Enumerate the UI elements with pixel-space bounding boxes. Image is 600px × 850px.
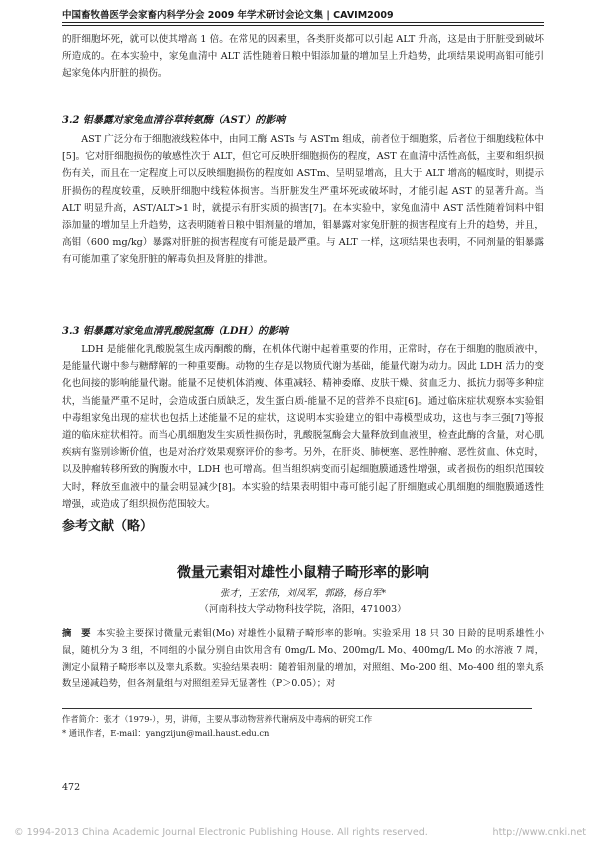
cnki-link[interactable]: http://www.cnki.net [492,827,586,838]
copyright-text: © 1994-2013 China Academic Journal Electronic Publishing House. All rights reserved. [14,827,428,838]
section-3-2-heading: 3.2 钼暴露对家兔血清谷草转氨酶（AST）的影响 [62,115,286,126]
article-authors: 张才，王宏伟，刘凤军，郭路，杨自军* [219,588,387,599]
section-3-2-block [62,131,544,321]
section-3-2-paragraph: AST 广泛分布于细胞液线粒体中，由同工酶 ASTs 与 ASTm 组成，前者位于细胞浆，后者位于细胞线粒体中[5]。它对肝细胞损伤的敏感性次于 ALT，但它可反映肝细胞损伤的程度，AST 在血清中活性高低，主要和组织损伤有关，而且在一定程度上可以反映细胞损伤的程度如 ASTm、呈明显增高，且大于 ALT 增高的幅度时，则提示肝损伤的程度较重，反映肝细胞中线粒体损害。当肝脏发生严重坏死或破坏时，才能引起 AST 的显著升高。当 ALT 明显升高，AST/ALT>1 时，就提示有肝实质的损害[7]。在本实验中，家兔血清中 AST 活性随着饲料中钼添加量的增加呈上升趋势，这表明随着日粮中钼剂量的增加，钼暴露对家兔肝脏的损害程度有上升的趋势，并且，高钼（600 mg/kg）暴露对肝脏的损害程度有可能是最严重。与 ALT 一样，这项结果也表明，不同剂量的钼暴露有可能加重了家兔肝脏的解毒负担及肾脏的排泄。 [62,134,544,266]
running-header: 中国畜牧兽医学会家畜内科学分会 2009 年学术研讨会论文集 | CAVIM2009 [62,10,394,21]
footnote-contact: * 通讯作者，E-mail：yangzijun@mail.haust.edu.cn [62,728,270,738]
abstract-label: 摘 要 [62,628,91,639]
abstract-block [62,626,544,690]
copyright-footer [14,827,586,838]
section-3-3-block [62,341,544,510]
intro-paragraph: 的肝细胞坏死，就可以使其增高 1 倍。在常见的因素里，各类肝炎都可以引起 ALT 升高，这是由于肝脏受到破坏所造成的。在本实验中，家兔血清中 ALT 活性随着日粮中钼添加量的增加呈上升趋势，此项结果说明高钼可能引起家兔体内肝脏的损伤。 [62,34,544,80]
article-title: 微量元素钼对雄性小鼠精子畸形率的影响 [177,565,429,581]
section-3-3-paragraph: LDH 是能催化乳酸脱氢生成丙酮酸的酶，在机体代谢中起着重要的作用，正常时，存在于细胞的胞质液中，是能量代谢中参与糖酵解的一种重要酶。动物的生存是以物质代谢为基础，能量代谢为动力。因此 LDH 活力的变化也间接的影响能量代谢。能量不足使机体消瘦、体重减轻、精神委靡、皮肤干燥、贫血乏力、抵抗力弱等多种症状，当能量严重不足时，会造成蛋白质缺乏，发生蛋白质-能量不足的营养不良症[6]。通过临床症状观察本实验钼中毒组家兔出现的症状也包括上述能量不足的症状，这说明本实验建立的钼中毒模型成功，这也与李三强[7]等报道的临床症状相符。而当心肌细胞发生实质性损伤时，乳酸脱氢酶会大量释放到血液里，检查此酶的含量，对心肌疾病有鉴别诊断价值，也是对治疗效果观察评价的参考。另外，在肝炎、肺梗塞、恶性肿瘤、恶性贫血、休克时，以及肿瘤转移所致的胸腹水中，LDH 也可增高。但当组织病变而引起细胞膜通透性增强，或者损伤的组织范围较大时，释放至血液中的量会明显减少[8]。本实验的结果表明钼中毒可能引起了肝细胞或心肌细胞的细胞膜通透性增强，或造成了组织损伤范围较大。 [62,344,544,510]
footnote-author-bio: 作者简介：张才（1979-），男，讲师，主要从事动物营养代谢病及中毒病的研究工作 [62,714,373,724]
section-3-3-heading: 3.3 钼暴露对家兔血清乳酸脱氢酶（LDH）的影响 [62,326,289,337]
page-number: 472 [62,782,81,793]
footnote-rule [62,708,532,709]
abstract-text: 本实验主要探讨微量元素钼(Mo) 对雄性小鼠精子畸形率的影响。实验采用 18 只 30 日龄的昆明系雄性小鼠，随机分为 3 组，不同组的小鼠分别自由饮用含有 0mg/L Mo、200mg/L Mo、400mg/L Mo 的水溶液 7 周，测定小鼠精子畸形率以及睾丸系数。实验结果表明：随着钼剂量的增加，对照组、Mo-200 组、Mo-400 组的睾丸系数呈递减趋势，但各剂量组与对照组差异无显著性（P＞0.05）；对 [62,628,544,690]
header-rule [62,22,544,23]
intro-block [62,31,544,101]
references-heading: 参考文献（略） [62,519,154,534]
article-affiliation: （河南科技大学动物科技学院，洛阳，471003） [199,604,407,615]
header-rule-thin [62,25,544,26]
